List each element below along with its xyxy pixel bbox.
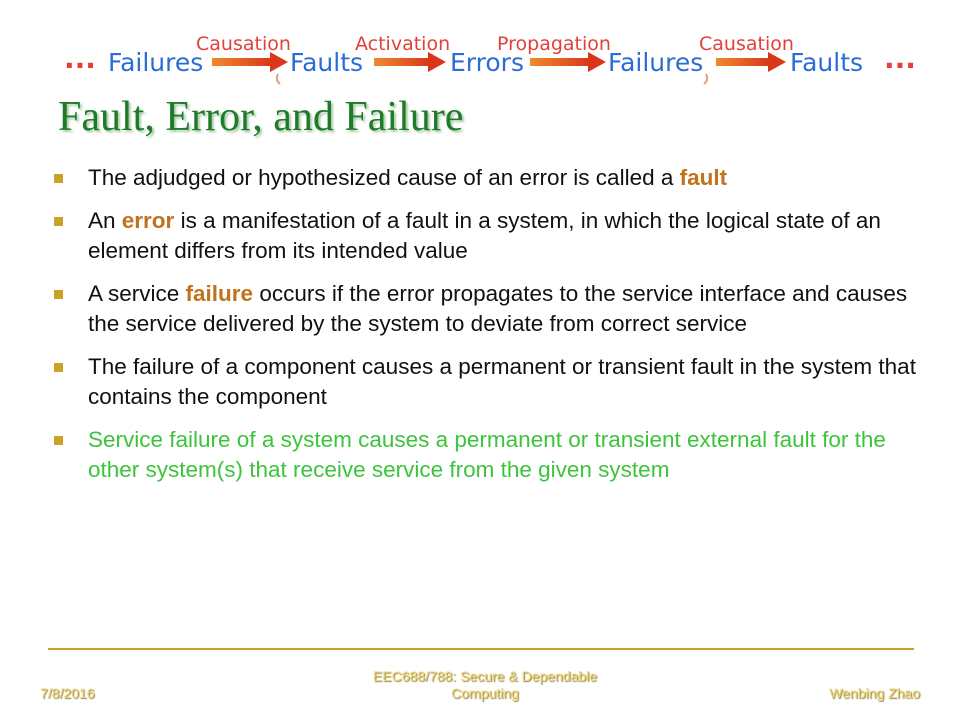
bracket-left-mark bbox=[277, 74, 280, 84]
arrow-icon bbox=[374, 52, 446, 72]
trailing-dots: ... bbox=[884, 42, 916, 75]
bullet-text: The failure of a component causes a permanent or transient fault in the system that contains the component bbox=[88, 354, 916, 409]
fault-chain-diagram bbox=[0, 0, 960, 100]
bullet-text: Service failure of a system causes a permanent or transient external fault for the other system(s) that receive service from the given system bbox=[88, 427, 886, 482]
bracket-right-mark bbox=[704, 74, 707, 84]
bullet-item-service-failure bbox=[50, 425, 940, 485]
slide-title: Fault, Error, and Failure bbox=[58, 94, 464, 140]
node-faults-1: Faults bbox=[290, 48, 364, 77]
bullet-item-fault bbox=[50, 163, 940, 193]
arrow-icon bbox=[212, 52, 288, 72]
node-failures-2: Failures bbox=[608, 48, 704, 77]
relation-label-causation-2: Causation bbox=[699, 33, 794, 55]
relation-label-activation: Activation bbox=[355, 33, 451, 55]
footer-date: 7/8/2016 bbox=[40, 685, 95, 701]
node-faults-2: Faults bbox=[790, 48, 864, 77]
arrow-icon bbox=[530, 52, 606, 72]
node-failures-1: Failures bbox=[108, 48, 204, 77]
bullet-item-failure bbox=[50, 279, 940, 339]
square-bullet-icon bbox=[54, 290, 63, 299]
bullet-text-after: occurs if the error propagates to the service interface and causes the service delivered by the system to deviate from correct service bbox=[88, 281, 908, 336]
footer-divider bbox=[48, 648, 914, 650]
footer-course-line2: Computing bbox=[451, 685, 519, 701]
square-bullet-icon bbox=[54, 217, 63, 226]
square-bullet-icon bbox=[54, 363, 63, 372]
square-bullet-icon bbox=[54, 436, 63, 445]
keyword-fault: fault bbox=[679, 165, 728, 190]
bullet-text: An bbox=[88, 208, 122, 233]
square-bullet-icon bbox=[54, 174, 63, 183]
footer-course bbox=[320, 668, 650, 702]
arrow-icon bbox=[716, 52, 786, 72]
footer-author: Wenbing Zhao bbox=[829, 685, 920, 701]
relation-label-causation-1: Causation bbox=[196, 33, 291, 55]
bullet-item-component-failure bbox=[50, 352, 940, 412]
leading-dots: ... bbox=[64, 42, 96, 75]
node-errors: Errors bbox=[450, 48, 524, 77]
bullet-text: The adjudged or hypothesized cause of an error is called a bbox=[88, 165, 680, 190]
bullet-list bbox=[50, 163, 940, 498]
keyword-failure: failure bbox=[185, 281, 254, 306]
bullet-item-error bbox=[50, 206, 940, 266]
bullet-text-after: is a manifestation of a fault in a system, in which the logical state of an element differs from its intended value bbox=[88, 208, 881, 263]
relation-label-propagation: Propagation bbox=[497, 33, 611, 55]
footer-course-line1: EEC688/788: Secure & Dependable bbox=[372, 668, 598, 684]
bullet-text: A service bbox=[88, 281, 186, 306]
keyword-error: error bbox=[121, 208, 175, 233]
